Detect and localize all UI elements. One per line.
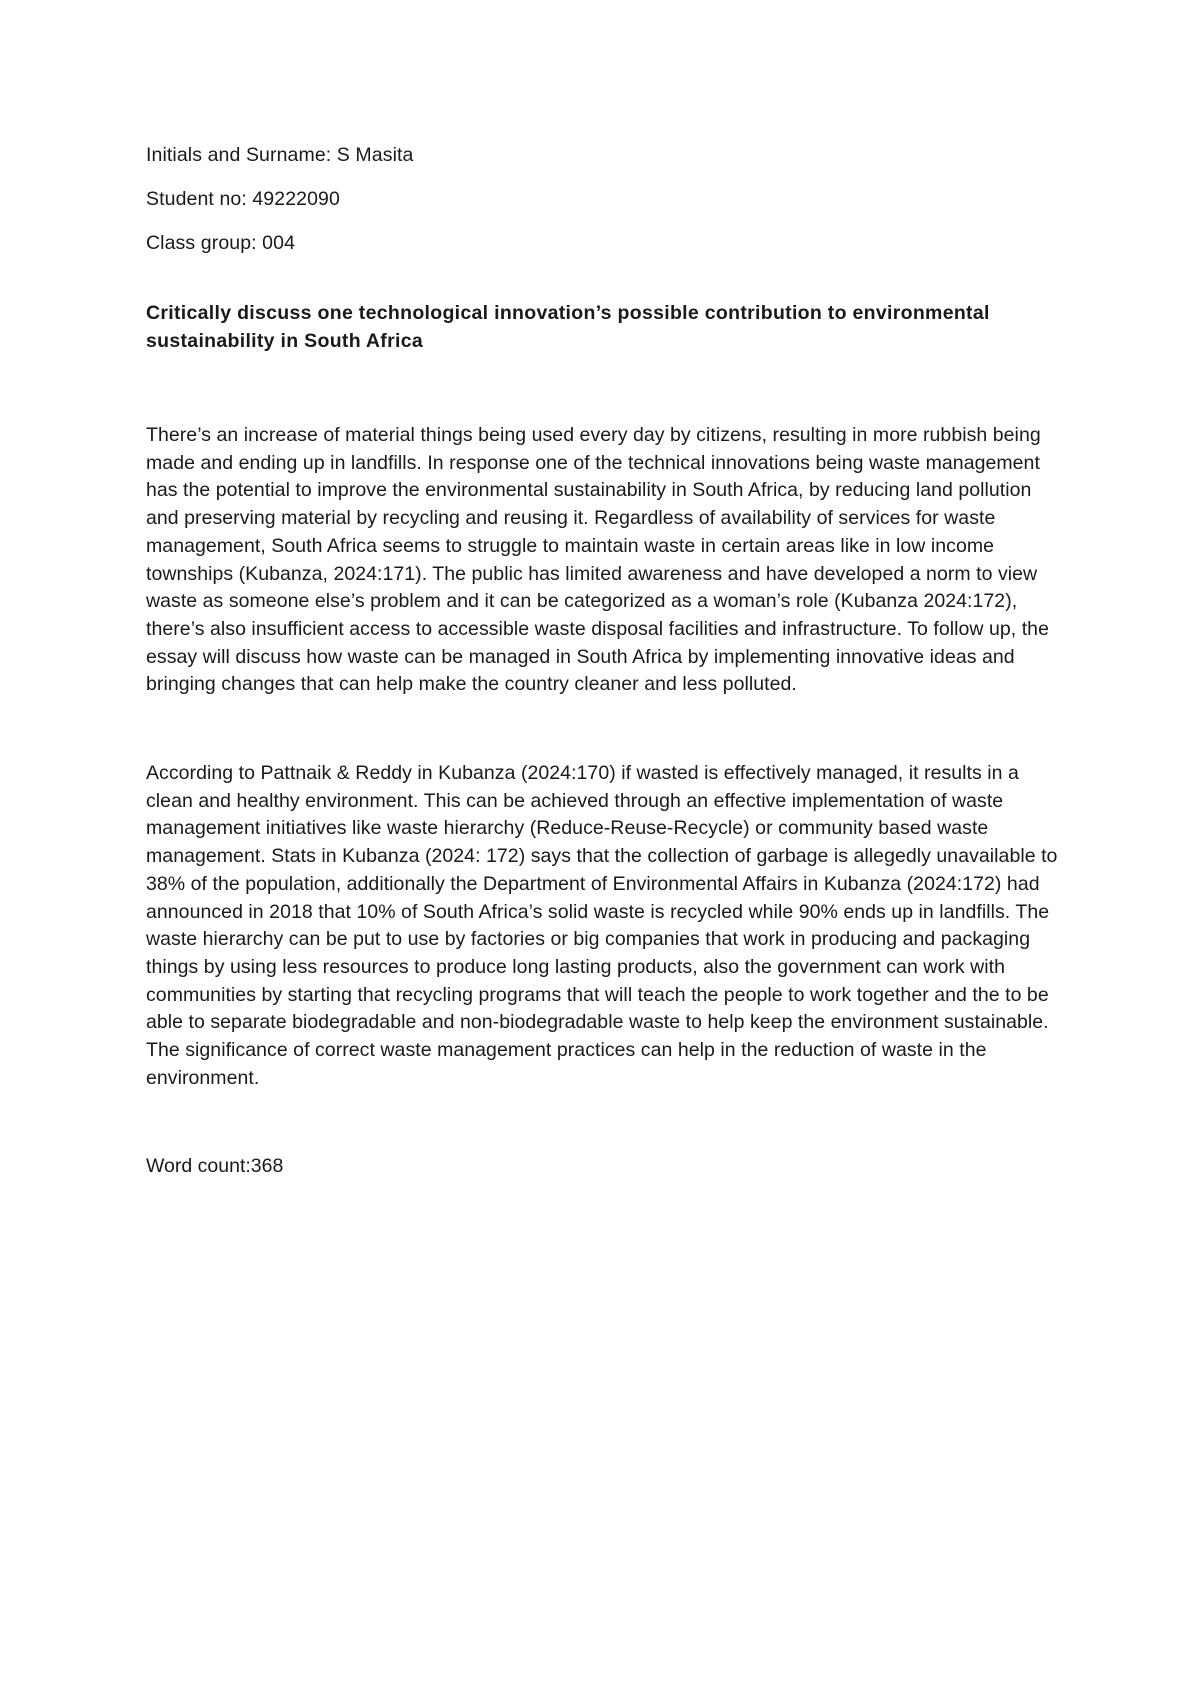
word-count: Word count:368	[146, 1155, 284, 1178]
essay-paragraph-1: There’s an increase of material things being used every day by citizens, resulting in more rubbish being made and ending up in landfills. In response one of the technical innovations being waste management has the potential to improve the environmental sustainability in South Africa, by reducing land pollution and preserving material by recycling and reusing it. Regardless of availability of services for waste management, South Africa seems to struggle to maintain waste in certain areas like in low income townships (Kubanza, 2024:171). The public has limited awareness and have developed a norm to view waste as someone else’s problem and it can be categorized as a woman’s role (Kubanza 2024:172), there’s also insufficient access to accessible waste disposal facilities and infrastructure. To follow up, the essay will discuss how waste can be managed in South Africa by implementing innovative ideas and bringing changes that can help make the country cleaner and less polluted.	[146, 424, 1049, 696]
student-number-line: Student no: 49222090	[146, 188, 340, 210]
document-body	[146, 144, 1066, 1181]
name-line: Initials and Surname: S Masita	[146, 144, 414, 166]
essay-title: Critically discuss one technological innovation’s possible contribution to environmental sustainability in South Africa	[146, 302, 990, 352]
class-group-line: Class group: 004	[146, 232, 296, 254]
essay-paragraph-2: According to Pattnaik & Reddy in Kubanza (2024:170) if wasted is effectively managed, it results in a clean and healthy environment. This can be achieved through an effective implementation of waste management initiatives like waste hierarchy (Reduce-Reuse-Recycle) or community based waste management. Stats in Kubanza (2024: 172) says that the collection of garbage is allegedly unavailable to 38% of the population, additionally the Department of Environmental Affairs in Kubanza (2024:172) had announced in 2018 that 10% of South Africa’s solid waste is recycled while 90% ends up in landfills. The waste hierarchy can be put to use by factories or big companies that work in producing and packaging things by using less resources to produce long lasting products, also the government can work with communities by starting that recycling programs that will teach the people to work together and the to be able to separate biodegradable and non-biodegradable waste to help keep the environment sustainable. The significance of correct waste management practices can help in the reduction of waste in the environment.	[146, 762, 1058, 1089]
